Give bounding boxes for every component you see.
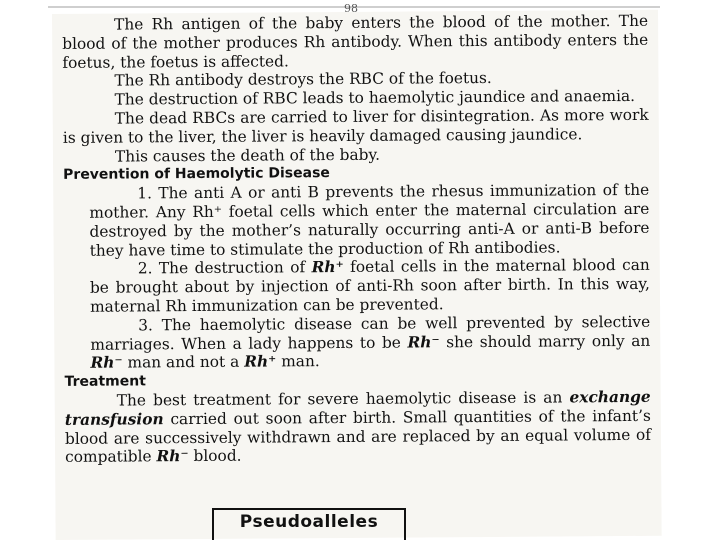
- prevention-item-2-text-a: 2. The destruction of: [137, 258, 312, 278]
- page-marker: 98: [344, 2, 358, 15]
- prevention-item-3-em-3: Rh⁺: [244, 352, 277, 372]
- prevention-item-1: 1. The anti A or anti B prevents the rhesus immunization of the mother. Any Rh⁺ foetal cells which enter the maternal circulation are destroyed by the mother’s naturally occurring anti-A or anti-B before they have time to stimulate the production of Rh antibodies.: [89, 181, 650, 260]
- page-text: [62, 12, 651, 467]
- paragraph-rh-antibody: The Rh antibody destroys the RBC of the foetus.: [114, 69, 492, 90]
- paragraph-dead-rbcs: The dead RBCs are carried to liver for disintegration. As more work is given to the liver, the liver is heavily damaged causing jaundice.: [62, 105, 649, 147]
- treatment-em-rh: Rh⁻: [156, 447, 189, 466]
- prevention-item-3-text-d: man.: [276, 352, 320, 371]
- treatment-text-a: The best treatment for severe haemolytic disease is an: [116, 388, 570, 410]
- paragraph-death: This causes the death of the baby.: [114, 145, 381, 166]
- paragraph-treatment: [65, 388, 652, 467]
- heading-treatment: Treatment: [64, 373, 146, 391]
- prevention-item-2: [64, 256, 650, 316]
- heading-prevention: Prevention of Haemolytic Disease: [63, 165, 330, 184]
- prevention-item-2-text-b: foetal cells in the maternal blood can be brought about by injection of anti-Rh soon after birth. In this way, maternal Rh immunization can be prevented.: [89, 256, 650, 316]
- section-box-pseudoalleles: Pseudoalleles: [212, 508, 406, 540]
- paragraph-rbc-destruction: The destruction of RBC leads to haemolytic jaundice and anaemia.: [114, 87, 636, 109]
- prevention-item-3: [64, 313, 650, 373]
- treatment-em-exchange: exchange transfusion: [64, 387, 651, 429]
- prevention-item-3-text-a: 3. The haemolytic disease can be well prevented by selective marriages. When a lady happens to be: [90, 312, 651, 354]
- prevention-item-3-em-2: Rh⁻: [90, 353, 123, 373]
- paragraph-rh-antigen: The Rh antigen of the baby enters the blood of the mother. The blood of the mother produces Rh antibody. When this antibody enters the foetus, the foetus is affected.: [62, 11, 649, 72]
- treatment-text-c: blood.: [188, 447, 242, 466]
- prevention-item-3-em-1: Rh⁻: [407, 332, 440, 352]
- scanned-page: [52, 10, 662, 540]
- prevention-item-2-em: Rh⁺: [311, 258, 344, 277]
- prevention-item-3-text-b: she should marry only an: [439, 331, 651, 351]
- treatment-text-b: carried out soon after birth. Small quantities of the infant’s blood are successively withdrawn and are replaced by an equal volume of compatible: [64, 406, 652, 467]
- prevention-item-3-text-c: man and not a: [122, 353, 245, 372]
